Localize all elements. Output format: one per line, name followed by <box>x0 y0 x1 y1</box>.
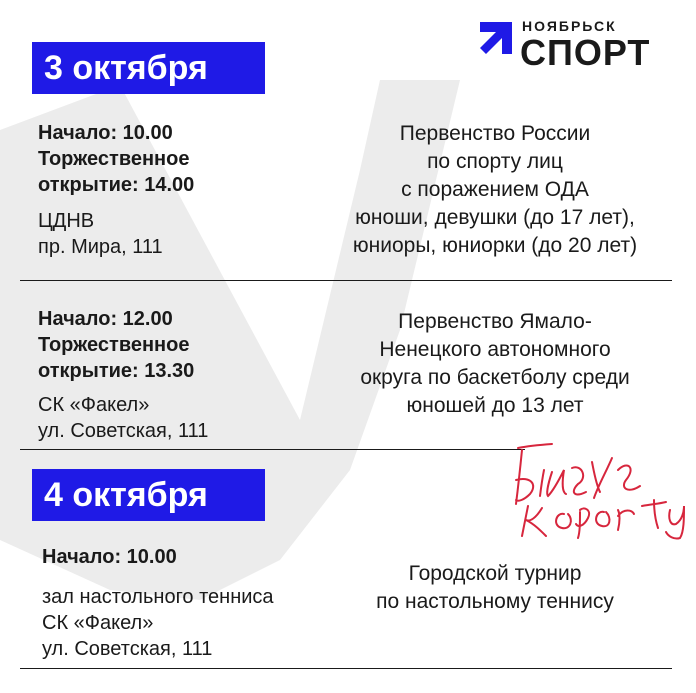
event-3-time: Начало: 10.00 <box>42 546 177 568</box>
event-3-title: Городской турнир по настольному теннису <box>376 562 614 613</box>
divider <box>20 668 672 669</box>
date-badge-day-2: 4 октября <box>32 469 265 521</box>
event-2-title: Первенство Ямало- Ненецкого автономного округа по баскетболу среди юношей до 13 лет <box>360 310 630 417</box>
event-2-place: СК «Факел» ул. Советская, 111 <box>38 394 209 442</box>
event-1-title: Первенство России по спорту лиц с поражением ОДА юноши, девушки (до 17 лет), юниоры, юниорки (до 20 лет) <box>352 122 638 257</box>
nojabrsk-sport-logo <box>476 16 686 72</box>
divider <box>20 280 672 281</box>
event-1-time: Начало: 10.00 Торжественное открытие: 14.00 <box>38 122 195 196</box>
blizhe-k-sportu-signature <box>508 440 696 540</box>
logo-city: НОЯБРЬСК <box>522 18 617 34</box>
event-3-place: зал настольного тенниса СК «Факел» ул. Советская, 111 <box>42 586 274 660</box>
logo-brand: СПОРТ <box>520 32 651 73</box>
date-badge-day-1: 3 октября <box>32 42 265 94</box>
divider <box>20 449 525 450</box>
event-2-time: Начало: 12.00 Торжественное открытие: 13.30 <box>38 308 195 382</box>
event-1-place: ЦДНВ пр. Мира, 111 <box>38 210 163 258</box>
arrow-up-right-icon <box>476 18 516 58</box>
